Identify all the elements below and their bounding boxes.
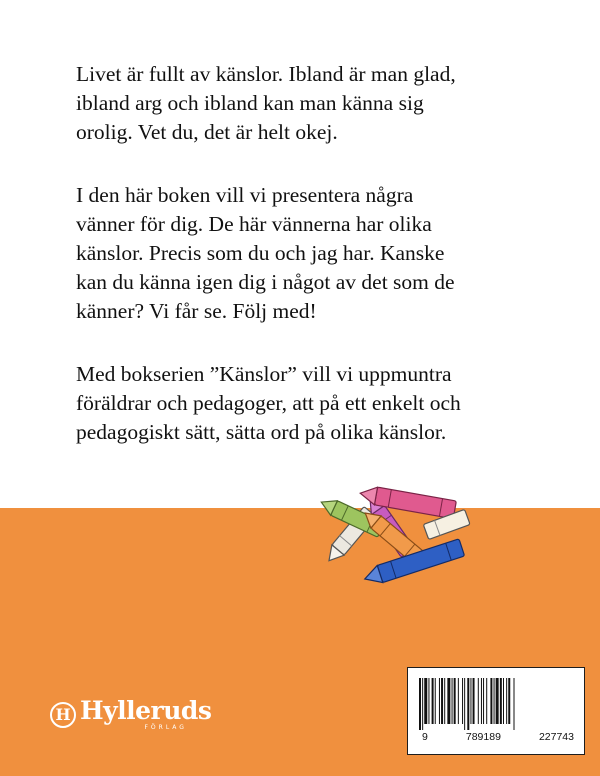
- barcode-bar: [419, 678, 421, 730]
- barcode-bar: [494, 678, 495, 724]
- barcode-bar: [441, 678, 443, 724]
- paragraph-2-line-1: I den här boken vill vi presentera några: [76, 183, 414, 207]
- barcode-bar: [452, 678, 453, 724]
- paragraph-2-line-5: känner? Vi får se. Följ med!: [76, 299, 317, 323]
- barcode-bar: [481, 678, 482, 724]
- paragraph-2-line-2: vänner för dig. De här vännerna har olika: [76, 212, 432, 236]
- paragraph-1-line-3: orolig. Vet du, det är helt okej.: [76, 120, 338, 144]
- barcode-bar: [464, 678, 465, 730]
- barcode-bar: [422, 678, 423, 730]
- barcode-bar: [514, 678, 515, 730]
- barcode-bar: [435, 678, 436, 724]
- paragraph-3-line-2: föräldrar och pedagoger, att på ett enkelt och: [76, 391, 461, 415]
- barcode-digits: [422, 731, 574, 743]
- barcode-bar: [473, 678, 475, 724]
- barcode-bars: [419, 678, 575, 730]
- barcode-bar: [444, 678, 445, 724]
- barcode-bar: [478, 678, 479, 724]
- barcode-digits-left: 789189: [465, 731, 501, 743]
- barcode-bar: [508, 678, 510, 724]
- barcode-digit-lead: 9: [422, 731, 428, 743]
- isbn-barcode: [407, 667, 585, 755]
- barcode-bar: [458, 678, 459, 724]
- barcode-bar: [483, 678, 484, 724]
- publisher-name: Hylleruds: [80, 696, 212, 725]
- barcode-bar: [470, 678, 471, 724]
- publisher-wordmark: [80, 698, 211, 731]
- barcode-bar: [424, 678, 427, 724]
- barcode-bar: [462, 678, 463, 724]
- barcode-bar: [490, 678, 492, 724]
- barcode-digits-right: 227743: [538, 731, 574, 743]
- paragraph-1-line-1: Livet är fullt av känslor. Ibland är man glad,: [76, 62, 456, 86]
- barcode-bar: [500, 678, 502, 724]
- barcode-bar: [439, 678, 440, 724]
- paragraph-3-line-1: Med bokserien ”Känslor” vill vi uppmuntra: [76, 362, 452, 386]
- barcode-bar: [447, 678, 450, 724]
- crayons-icon: [318, 470, 478, 590]
- paragraph-3-line-3: pedagogiskt sätt, sätta ord på olika känslor.: [76, 420, 447, 444]
- paragraph-1-line-2: ibland arg och ibland kan man känna sig: [76, 91, 424, 115]
- paragraph-2-line-4: kan du känna igen dig i något av det som de: [76, 270, 455, 294]
- paragraph-1: [76, 60, 546, 147]
- publisher-mark-icon: H: [50, 702, 76, 728]
- barcode-bar: [432, 678, 434, 724]
- paragraph-2: [76, 181, 546, 326]
- barcode-bar: [486, 678, 487, 724]
- barcode-bar: [467, 678, 469, 730]
- barcode-bar: [503, 678, 504, 724]
- paragraph-2-line-3: känslor. Precis som du och jag har. Kanske: [76, 241, 445, 265]
- barcode-bar: [428, 678, 429, 724]
- barcode-bar: [496, 678, 499, 724]
- publisher-logo: [50, 698, 211, 731]
- paragraph-3: [76, 360, 546, 447]
- publisher-subtitle: FÖRLAG: [144, 724, 187, 731]
- back-cover-text: [76, 60, 546, 481]
- barcode-bar: [506, 678, 507, 724]
- barcode-bar: [454, 678, 456, 724]
